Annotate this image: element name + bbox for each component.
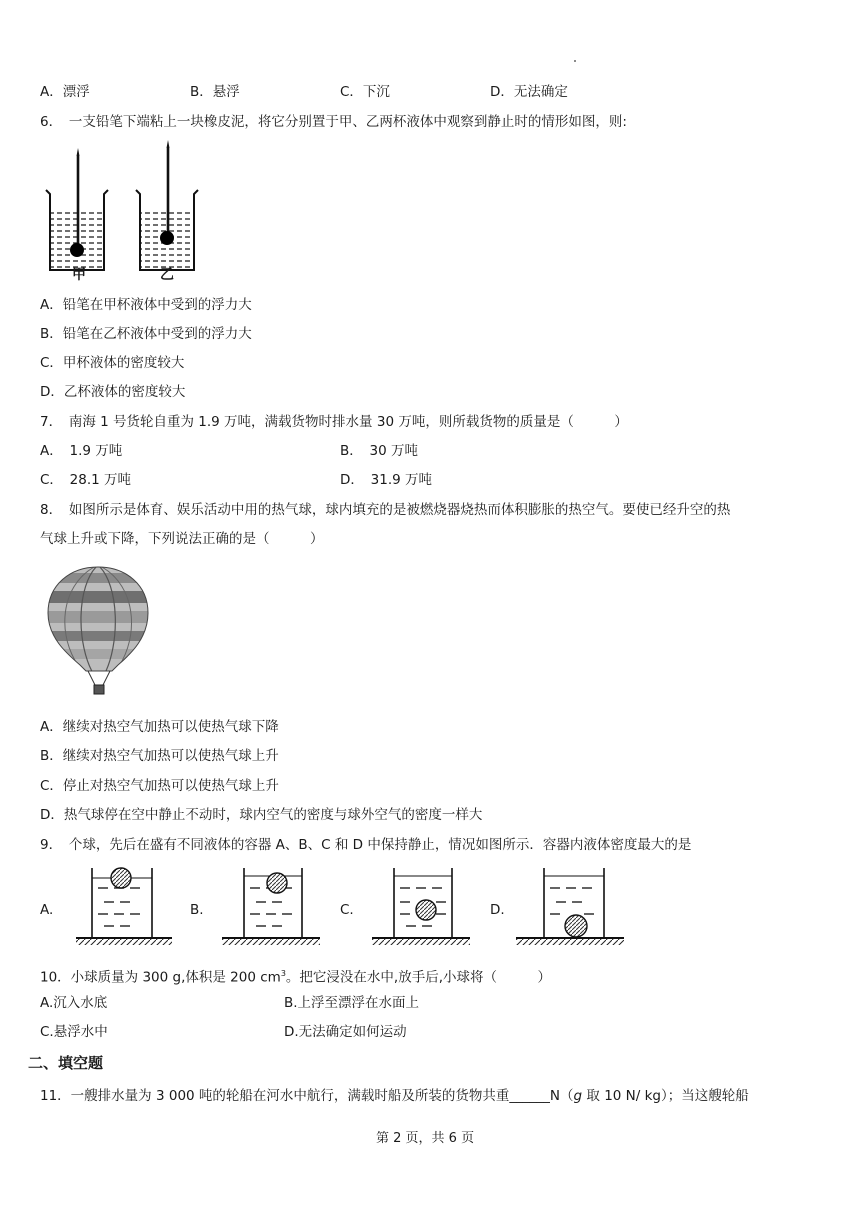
q11-variable-g: g [573,1088,583,1104]
q8-option-c: C．停止对热空气加热可以使热气球上升 [40,778,279,794]
q7-option-b: B． 30 万吨 [340,443,418,459]
q9-label-d: D. [490,902,505,918]
q8-stem-line1: 8． 如图所示是体育、娱乐活动中用的热气球，球内填充的是被燃烧器烧热而体积膨胀的热空气。要使已经升空的热 [40,502,731,518]
q7-option-a: A． 1.9 万吨 [40,443,123,459]
q6-option-d: D．乙杯液体的密度较大 [40,384,186,400]
q10-option-b: B.上浮至漂浮在水面上 [284,995,420,1011]
q9-label-a: A. [40,902,54,918]
beaker-yi [136,140,198,270]
q11-stem-main: 11．一艘排水量为 3 000 吨的轮船在河水中航行，满载时船及所装的货物共重 [40,1088,510,1104]
q8-option-b: B．继续对热空气加热可以使热气球上升 [40,748,279,764]
container-d [516,868,624,945]
q10-stem-main: 10．小球质量为 300 g,体积是 200 cm [40,969,281,986]
container-c [372,868,470,945]
q11-stem-tail: 取 10 N/ kg）；当这艘轮船 [582,1088,749,1104]
q11-stem-unit: N（ [549,1088,574,1104]
q5-option-c: C．下沉 [340,84,390,100]
container-b [222,868,320,945]
section-title-fill-in-blank: 二、填空题 [28,1054,104,1072]
q6-option-a: A．铅笔在甲杯液体中受到的浮力大 [40,297,252,313]
q11-answer-blank: ______ [509,1088,550,1104]
container-a [76,868,172,945]
q6-stem: 6． 一支铅笔下端粘上一块橡皮泥，将它分别置于甲、乙两杯液体中观察到静止时的情形如图，则: [40,114,627,130]
q9-label-c: C. [340,902,354,918]
q9-stem: 9． 个球，先后在盛有不同液体的容器 A、B、C 和 D 中保持静止，情况如图所示．容器内液体密度最大的是 [40,837,692,853]
q8-option-a: A．继续对热空气加热可以使热气球下降 [40,719,279,735]
q6-option-c: C．甲杯液体的密度较大 [40,355,185,371]
beaker-label-jia: 甲 [72,267,86,283]
q10-stem-tail: 。把它浸没在水中,放手后,小球将（ ） [285,969,551,986]
q11-stem [40,1087,749,1105]
q10-stem [40,965,551,987]
hot-air-balloon-image [46,565,156,700]
q10-option-c: C.悬浮水中 [40,1024,108,1040]
q7-option-c: C． 28.1 万吨 [40,472,132,488]
q10-option-d: D.无法确定如何运动 [284,1024,407,1040]
q7-option-d: D． 31.9 万吨 [340,472,432,488]
q10-option-a: A.沉入水底 [40,995,108,1011]
beaker-label-yi: 乙 [160,267,174,283]
q7-stem: 7． 南海 1 号货轮自重为 1.9 万吨，满载货物时排水量 30 万吨，则所载货物的质量是（ ） [40,414,628,430]
q10-stem-superscript: 3 [280,969,286,978]
page-footer: 第 2 页，共 6 页 [376,1131,475,1146]
q8-option-d: D．热气球停在空中静止不动时，球内空气的密度与球外空气的密度一样大 [40,807,483,823]
q5-option-a: A．漂浮 [40,84,90,100]
q5-option-d: D．无法确定 [490,84,568,100]
beaker-jia [46,148,108,270]
q9-containers-figure [0,862,860,952]
q5-option-b: B．悬浮 [190,84,240,100]
q8-stem-line2: 气球上升或下降，下列说法正确的是（ ） [40,531,324,547]
q6-option-b: B．铅笔在乙杯液体中受到的浮力大 [40,326,252,342]
q9-label-b: B. [190,902,204,918]
scan-speck [574,60,576,62]
